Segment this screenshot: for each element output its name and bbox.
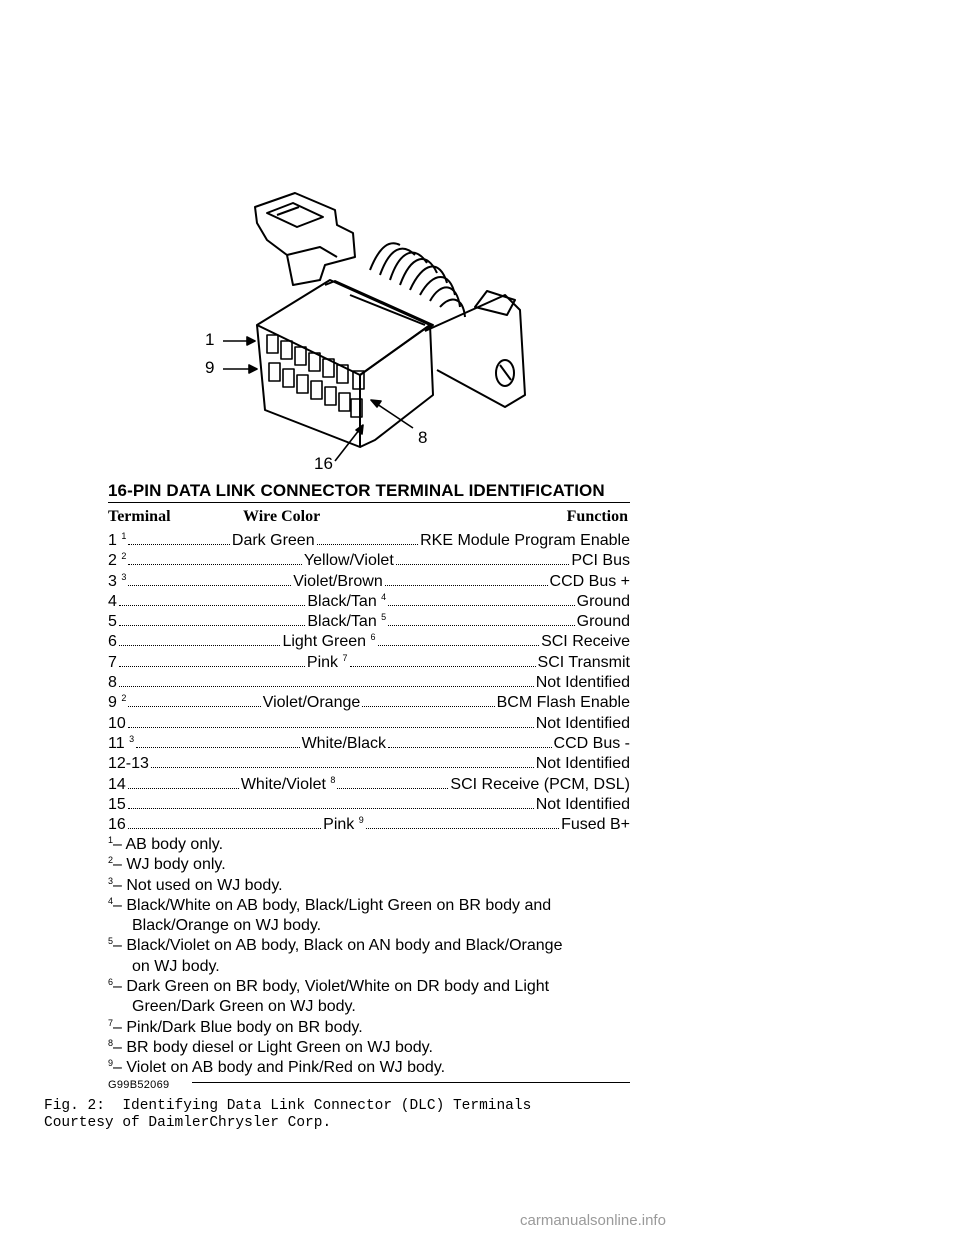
table-row bbox=[108, 593, 630, 613]
dot-leader bbox=[128, 788, 239, 789]
footnote-number: 4 bbox=[108, 895, 114, 906]
terminal-number bbox=[108, 776, 126, 794]
figure-caption bbox=[44, 1098, 531, 1132]
terminal-function: Not Identified bbox=[535, 795, 630, 813]
dot-leader bbox=[388, 605, 574, 606]
footnote: $^8$– BR body diesel or Light Green on WJ body. bbox=[108, 1037, 433, 1056]
wire-color bbox=[293, 573, 383, 591]
terminal-label: 4 bbox=[108, 592, 117, 610]
dot-leader bbox=[378, 645, 540, 646]
terminal-function: Not Identified bbox=[535, 674, 630, 692]
wire-color bbox=[302, 735, 386, 753]
terminal-footnote-ref: 3 bbox=[129, 734, 135, 744]
footnote-text: WJ body only. bbox=[126, 856, 226, 874]
footnote-text-continued: Black/Orange on WJ body. bbox=[132, 917, 322, 935]
footnote: $^4$– Black/White on AB body, Black/Light Green on BR body and Black/Orange on WJ body. bbox=[108, 896, 638, 937]
terminal-function: Fused B+ bbox=[561, 816, 630, 834]
terminal-label: 3 bbox=[108, 572, 117, 590]
footnote-text: BR body diesel or Light Green on WJ body. bbox=[126, 1038, 433, 1056]
footnote-number: 3 bbox=[108, 875, 114, 886]
wire-color bbox=[307, 593, 386, 611]
table-row bbox=[108, 654, 630, 674]
terminal-footnote-ref: 2 bbox=[121, 552, 127, 562]
footnote-number: 6 bbox=[108, 977, 114, 988]
dot-leader bbox=[337, 788, 448, 789]
footnote-text-continued: Green/Dark Green on WJ body. bbox=[132, 998, 356, 1016]
footnotes bbox=[108, 835, 638, 1079]
color-footnote-ref: 7 bbox=[342, 653, 348, 663]
caption-line-1: Fig. 2: Identifying Data Link Connector (DLC) Terminals bbox=[44, 1098, 532, 1114]
callout-pin-1: 1 bbox=[205, 330, 215, 349]
terminal-function: Not Identified bbox=[535, 714, 630, 732]
wire-color-label: Violet/Brown bbox=[293, 572, 383, 590]
footnote-number: 9 bbox=[108, 1058, 114, 1069]
footnote-text: Dark Green on BR body, Violet/White on DR body and Light bbox=[126, 978, 550, 996]
table-row bbox=[108, 694, 630, 714]
terminal-label: 14 bbox=[108, 775, 126, 793]
dot-leader bbox=[128, 828, 321, 829]
terminal-table bbox=[108, 532, 630, 836]
table-row bbox=[108, 735, 630, 755]
dot-leader bbox=[317, 544, 419, 545]
footnote-number: 7 bbox=[108, 1017, 114, 1028]
footnote: $^6$– Dark Green on BR body, Violet/White on DR body and Light Green/Dark Green on WJ body. bbox=[108, 977, 638, 1018]
table-row bbox=[108, 532, 630, 552]
terminal-label: 7 bbox=[108, 653, 117, 671]
dot-leader bbox=[119, 645, 281, 646]
wire-color bbox=[307, 613, 386, 631]
dlc-connector-drawing bbox=[175, 185, 535, 475]
terminal-label: 11 bbox=[108, 734, 125, 752]
dot-leader bbox=[385, 585, 548, 586]
table-row bbox=[108, 796, 630, 816]
callout-pin-16: 16 bbox=[314, 454, 333, 473]
column-header-terminal: Terminal bbox=[108, 508, 171, 525]
wire-color bbox=[232, 532, 315, 550]
terminal-function: SCI Transmit bbox=[537, 653, 630, 671]
terminal-number bbox=[108, 715, 126, 733]
table-row bbox=[108, 552, 630, 572]
footnote-text: Pink/Dark Blue body on BR body. bbox=[126, 1018, 363, 1036]
terminal-label: 2 bbox=[108, 552, 117, 570]
color-footnote-ref: 8 bbox=[330, 775, 336, 785]
dot-leader bbox=[366, 828, 559, 829]
wire-color-label: White/Black bbox=[301, 734, 387, 752]
footnote-text: AB body only. bbox=[125, 836, 224, 853]
footnote-number: 1 bbox=[108, 835, 114, 845]
wire-color bbox=[307, 654, 348, 672]
wire-color-label: Pink bbox=[323, 816, 355, 834]
terminal-footnote-ref: 3 bbox=[121, 572, 127, 582]
dot-leader bbox=[119, 605, 305, 606]
dot-leader bbox=[128, 706, 260, 707]
color-footnote-ref: 4 bbox=[381, 592, 387, 602]
dot-leader bbox=[350, 666, 536, 667]
wire-color bbox=[304, 552, 394, 570]
dot-leader bbox=[119, 625, 305, 626]
dot-leader bbox=[119, 686, 534, 687]
wire-color-label: Violet/Orange bbox=[262, 694, 361, 712]
table-row bbox=[108, 715, 630, 735]
wire-color-label: Pink bbox=[306, 653, 339, 671]
table-row bbox=[108, 776, 630, 796]
terminal-function: SCI Receive bbox=[541, 633, 630, 651]
table-title: 16-PIN DATA LINK CONNECTOR TERMINAL IDENTIFICATION bbox=[108, 481, 605, 500]
terminal-footnote-ref: 2 bbox=[121, 694, 127, 704]
wire-color-label: Light Green bbox=[282, 633, 367, 651]
footnote-number: 2 bbox=[108, 855, 114, 866]
color-footnote-ref: 5 bbox=[381, 613, 387, 623]
terminal-label: 9 bbox=[108, 694, 117, 712]
wire-color-label: White/Violet bbox=[240, 775, 326, 793]
terminal-label: 5 bbox=[108, 613, 117, 631]
callout-pin-8: 8 bbox=[418, 428, 428, 447]
footnote-number: 5 bbox=[108, 936, 114, 947]
terminal-footnote-ref: 1 bbox=[121, 532, 127, 541]
terminal-label: 8 bbox=[108, 674, 117, 692]
footnote-text: Violet on AB body and Pink/Red on WJ body. bbox=[126, 1059, 446, 1077]
terminal-function: CCD Bus + bbox=[549, 572, 630, 590]
terminal-number bbox=[108, 796, 126, 814]
color-footnote-ref: 9 bbox=[358, 816, 364, 826]
terminal-number bbox=[108, 816, 126, 834]
terminal-number bbox=[108, 674, 117, 692]
footnote: $^7$– Pink/Dark Blue body on BR body. bbox=[108, 1017, 363, 1036]
footnote: $^2$– WJ body only. bbox=[108, 855, 226, 874]
terminal-label: 1 bbox=[108, 532, 117, 549]
terminal-number bbox=[108, 532, 126, 550]
column-header-function: Function bbox=[566, 508, 628, 525]
terminal-number bbox=[108, 755, 149, 773]
footnote: $^5$– Black/Violet on AB body, Black on AN body and Black/Orange on WJ body. bbox=[108, 936, 638, 977]
table-row bbox=[108, 755, 630, 775]
terminal-label: 6 bbox=[108, 633, 117, 651]
footnote-text: Black/Violet on AB body, Black on AN body and Black/Orange bbox=[126, 937, 563, 955]
dot-leader bbox=[388, 625, 574, 626]
terminal-function: Ground bbox=[576, 613, 630, 631]
footnote: $^3$– Not used on WJ body. bbox=[108, 875, 283, 894]
terminal-number bbox=[108, 593, 117, 611]
title-rule bbox=[108, 502, 630, 503]
wire-color bbox=[323, 816, 364, 834]
dot-leader bbox=[119, 666, 305, 667]
terminal-function: CCD Bus - bbox=[553, 734, 630, 752]
footnote-text: Black/White on AB body, Black/Light Green on BR body and bbox=[126, 896, 552, 914]
terminal-number bbox=[108, 633, 117, 651]
footnote-text: Not used on WJ body. bbox=[126, 876, 283, 894]
color-footnote-ref: 6 bbox=[370, 633, 376, 643]
wire-color-label: Yellow/Violet bbox=[303, 552, 394, 570]
dot-leader bbox=[136, 747, 300, 748]
table-row bbox=[108, 633, 630, 653]
terminal-number bbox=[108, 552, 126, 570]
footnote: $^9$– Violet on AB body and Pink/Red on WJ body. bbox=[108, 1058, 446, 1077]
table-row bbox=[108, 613, 630, 633]
terminal-function: RKE Module Program Enable bbox=[420, 532, 630, 549]
terminal-label: 10 bbox=[108, 714, 126, 732]
terminal-number bbox=[108, 654, 117, 672]
footnote-text-continued: on WJ body. bbox=[132, 957, 220, 975]
dot-leader bbox=[128, 585, 291, 586]
column-header-wire-color: Wire Color bbox=[243, 508, 321, 525]
wire-color-label: Black/Tan bbox=[307, 613, 377, 631]
wire-color-label: Black/Tan bbox=[307, 592, 377, 610]
terminal-label: 12-13 bbox=[108, 755, 149, 773]
terminal-function: BCM Flash Enable bbox=[496, 694, 630, 712]
terminal-number bbox=[108, 613, 117, 631]
terminal-function: PCI Bus bbox=[571, 552, 630, 570]
caption-line-2: Courtesy of DaimlerChrysler Corp. bbox=[44, 1115, 332, 1131]
dot-leader bbox=[128, 808, 534, 809]
wire-color bbox=[241, 776, 336, 794]
terminal-label: 16 bbox=[108, 816, 126, 834]
terminal-label: 15 bbox=[108, 795, 126, 813]
wire-color bbox=[263, 694, 361, 712]
connector-illustration bbox=[175, 185, 535, 475]
table-row bbox=[108, 573, 630, 593]
terminal-function: Not Identified bbox=[535, 755, 630, 773]
terminal-number bbox=[108, 694, 126, 712]
dot-leader bbox=[128, 564, 302, 565]
terminal-function: SCI Receive (PCM, DSL) bbox=[450, 775, 630, 793]
table-row bbox=[108, 674, 630, 694]
dot-leader bbox=[396, 564, 570, 565]
terminal-function: Ground bbox=[576, 592, 630, 610]
figure-code: G99B52069 bbox=[108, 1079, 170, 1091]
footnote-number: 8 bbox=[108, 1037, 114, 1048]
terminal-number bbox=[108, 573, 126, 591]
dot-leader bbox=[388, 747, 552, 748]
watermark: carmanualsonline.info bbox=[520, 1212, 666, 1229]
bottom-rule bbox=[192, 1082, 630, 1083]
dot-leader bbox=[128, 727, 534, 728]
wire-color-label: Dark Green bbox=[231, 532, 315, 549]
footnote: $^1$– AB body only. bbox=[108, 835, 224, 853]
wire-color bbox=[282, 633, 375, 651]
dot-leader bbox=[128, 544, 230, 545]
dot-leader bbox=[362, 706, 494, 707]
table-row bbox=[108, 816, 630, 836]
dot-leader bbox=[151, 767, 534, 768]
terminal-number bbox=[108, 735, 134, 753]
callout-pin-9: 9 bbox=[205, 358, 215, 377]
